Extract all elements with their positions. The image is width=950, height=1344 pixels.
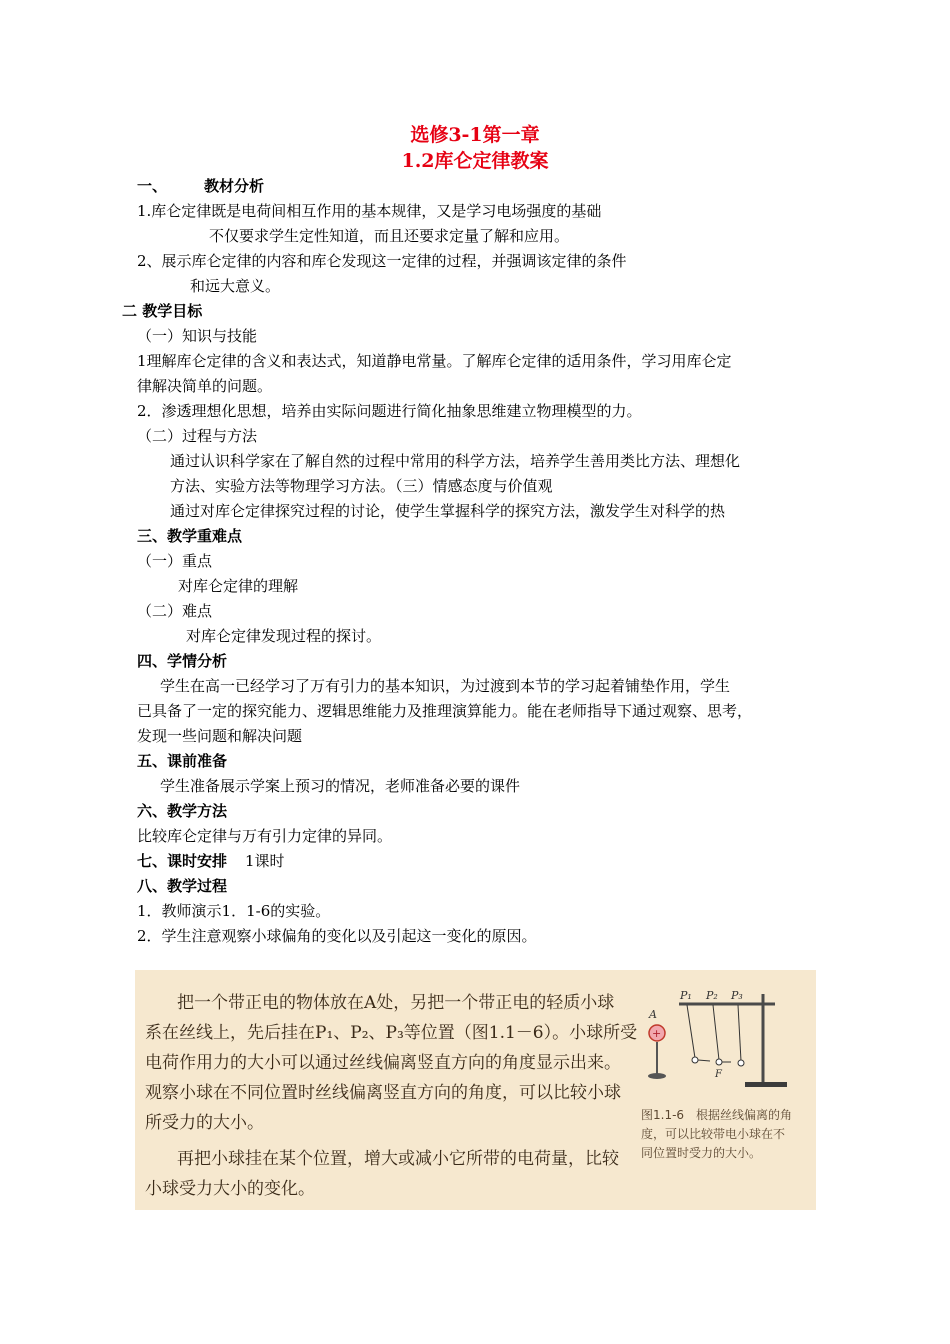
thread-p2 [713, 1005, 719, 1060]
label-p3: P₃ [731, 989, 743, 1002]
s1-line2: 不仅要求学生定性知道，而且还要求定量了解和应用。 [209, 227, 570, 245]
s2-line6: 通过对库仑定律探究过程的讨论，使学生掌握科学的探究方法，激发学生对科学的热 [170, 502, 726, 520]
s1-line3: 2、展示库仑定律的内容和库仑发现这一定律的过程，并强调该定律的条件 [137, 252, 627, 270]
s2-line5: 方法、实验方法等物理学习方法。（三）情感态度与价值观 [170, 477, 553, 495]
figure-text-line6: 再把小球挂在某个位置，增大或减小它所带的电荷量，比较 [177, 1149, 619, 1169]
s7-heading: 七、课时安排 [137, 852, 228, 870]
label-p2: P₂ [706, 989, 718, 1002]
ball-p3 [738, 1060, 744, 1066]
s3-sub1: （一）重点 [137, 552, 213, 570]
s5-heading: 五、课前准备 [137, 752, 228, 770]
pendulum-apparatus-diagram [635, 976, 811, 1101]
figure-caption-line2: 度，可以比较带电小球在不 [641, 1127, 786, 1141]
figure-text-line5: 所受力的大小。 [145, 1113, 264, 1133]
s3-line1: 对库仑定律的理解 [178, 577, 299, 595]
s4-heading: 四、学情分析 [137, 652, 228, 670]
s2-line1: 1理解库仑定律的含义和表达式，知道静电常量。了解库仑定律的适用条件，学习用库仑定 [137, 352, 732, 370]
label-f: F [715, 1069, 722, 1080]
s8-heading: 八、教学过程 [137, 877, 228, 895]
s3-line2: 对库仑定律发现过程的探讨。 [186, 627, 382, 645]
s8-line2: 2．学生注意观察小球偏角的变化以及引起这一变化的原因。 [137, 927, 537, 945]
textbook-figure [135, 970, 816, 1210]
s4-line2: 已具备了一定的探究能力、逻辑思维能力及推理演算能力。能在老师指导下通过观察、思考， [137, 702, 753, 720]
stand-base [745, 1082, 787, 1087]
label-p1: P₁ [680, 989, 692, 1002]
s7-value: 1课时 [245, 852, 285, 870]
ball-p1 [692, 1057, 698, 1063]
s2-sub2: （二）过程与方法 [137, 427, 258, 445]
s4-line1: 学生在高一已经学习了万有引力的基本知识，为过渡到本节的学习起着铺垫作用，学生 [160, 677, 731, 695]
figure-text-line7: 小球受力大小的变化。 [145, 1179, 315, 1199]
s1-heading: 教材分析 [204, 177, 265, 195]
s4-line3: 发现一些问题和解决问题 [137, 727, 303, 745]
figure-text-line1: 把一个带正电的物体放在A处，另把一个带正电的轻质小球 [177, 993, 615, 1013]
figure-text-line3: 电荷作用力的大小可以通过丝线偏离竖直方向的角度显示出来。 [145, 1053, 621, 1073]
ball-p2 [716, 1059, 722, 1065]
s1-line4: 和远大意义。 [190, 277, 281, 295]
s3-heading: 三、教学重难点 [137, 527, 243, 545]
s1-number: 一、 [137, 177, 168, 195]
force-arrow-p1 [698, 1060, 710, 1061]
thread-p3 [738, 1005, 741, 1061]
s2-line4: 通过认识科学家在了解自然的过程中常用的科学方法，培养学生善用类比方法、理想化 [170, 452, 741, 470]
s3-sub2: （二）难点 [137, 602, 213, 620]
figure-text-line4: 观察小球在不同位置时丝线偏离竖直方向的角度，可以比较小球 [145, 1083, 621, 1103]
s6-line1: 比较库仑定律与万有引力定律的异同。 [137, 827, 393, 845]
figure-caption-line1: 图1.1-6 根据丝线偏离的角 [641, 1108, 793, 1122]
figure-text-line2: 系在丝线上，先后挂在P₁、P₂、P₃等位置（图1.1－6）。小球所受 [145, 1023, 638, 1043]
thread-p1 [687, 1005, 695, 1058]
doc-title-line2: 1.2库仑定律教案 [401, 150, 549, 172]
s2-line2: 律解决简单的问题。 [137, 377, 273, 395]
label-a: A [649, 1008, 657, 1021]
s2-heading: 二 教学目标 [122, 302, 203, 320]
charge-base [648, 1073, 666, 1079]
figure-caption-line3: 同位置时受力的大小。 [641, 1146, 762, 1160]
doc-title-line1: 选修3-1第一章 [410, 124, 540, 146]
s1-line1: 1.库仑定律既是电荷间相互作用的基本规律，又是学习电场强度的基础 [137, 202, 602, 220]
s2-sub1: （一）知识与技能 [137, 327, 258, 345]
s5-line1: 学生准备展示学案上预习的情况，老师准备必要的课件 [160, 777, 521, 795]
s8-line1: 1．教师演示1．1-6的实验。 [137, 902, 331, 920]
plus-sign-icon: + [652, 1027, 662, 1040]
s2-line3: 2．渗透理想化思想，培养由实际问题进行简化抽象思维建立物理模型的力。 [137, 402, 642, 420]
s6-heading: 六、教学方法 [137, 802, 228, 820]
